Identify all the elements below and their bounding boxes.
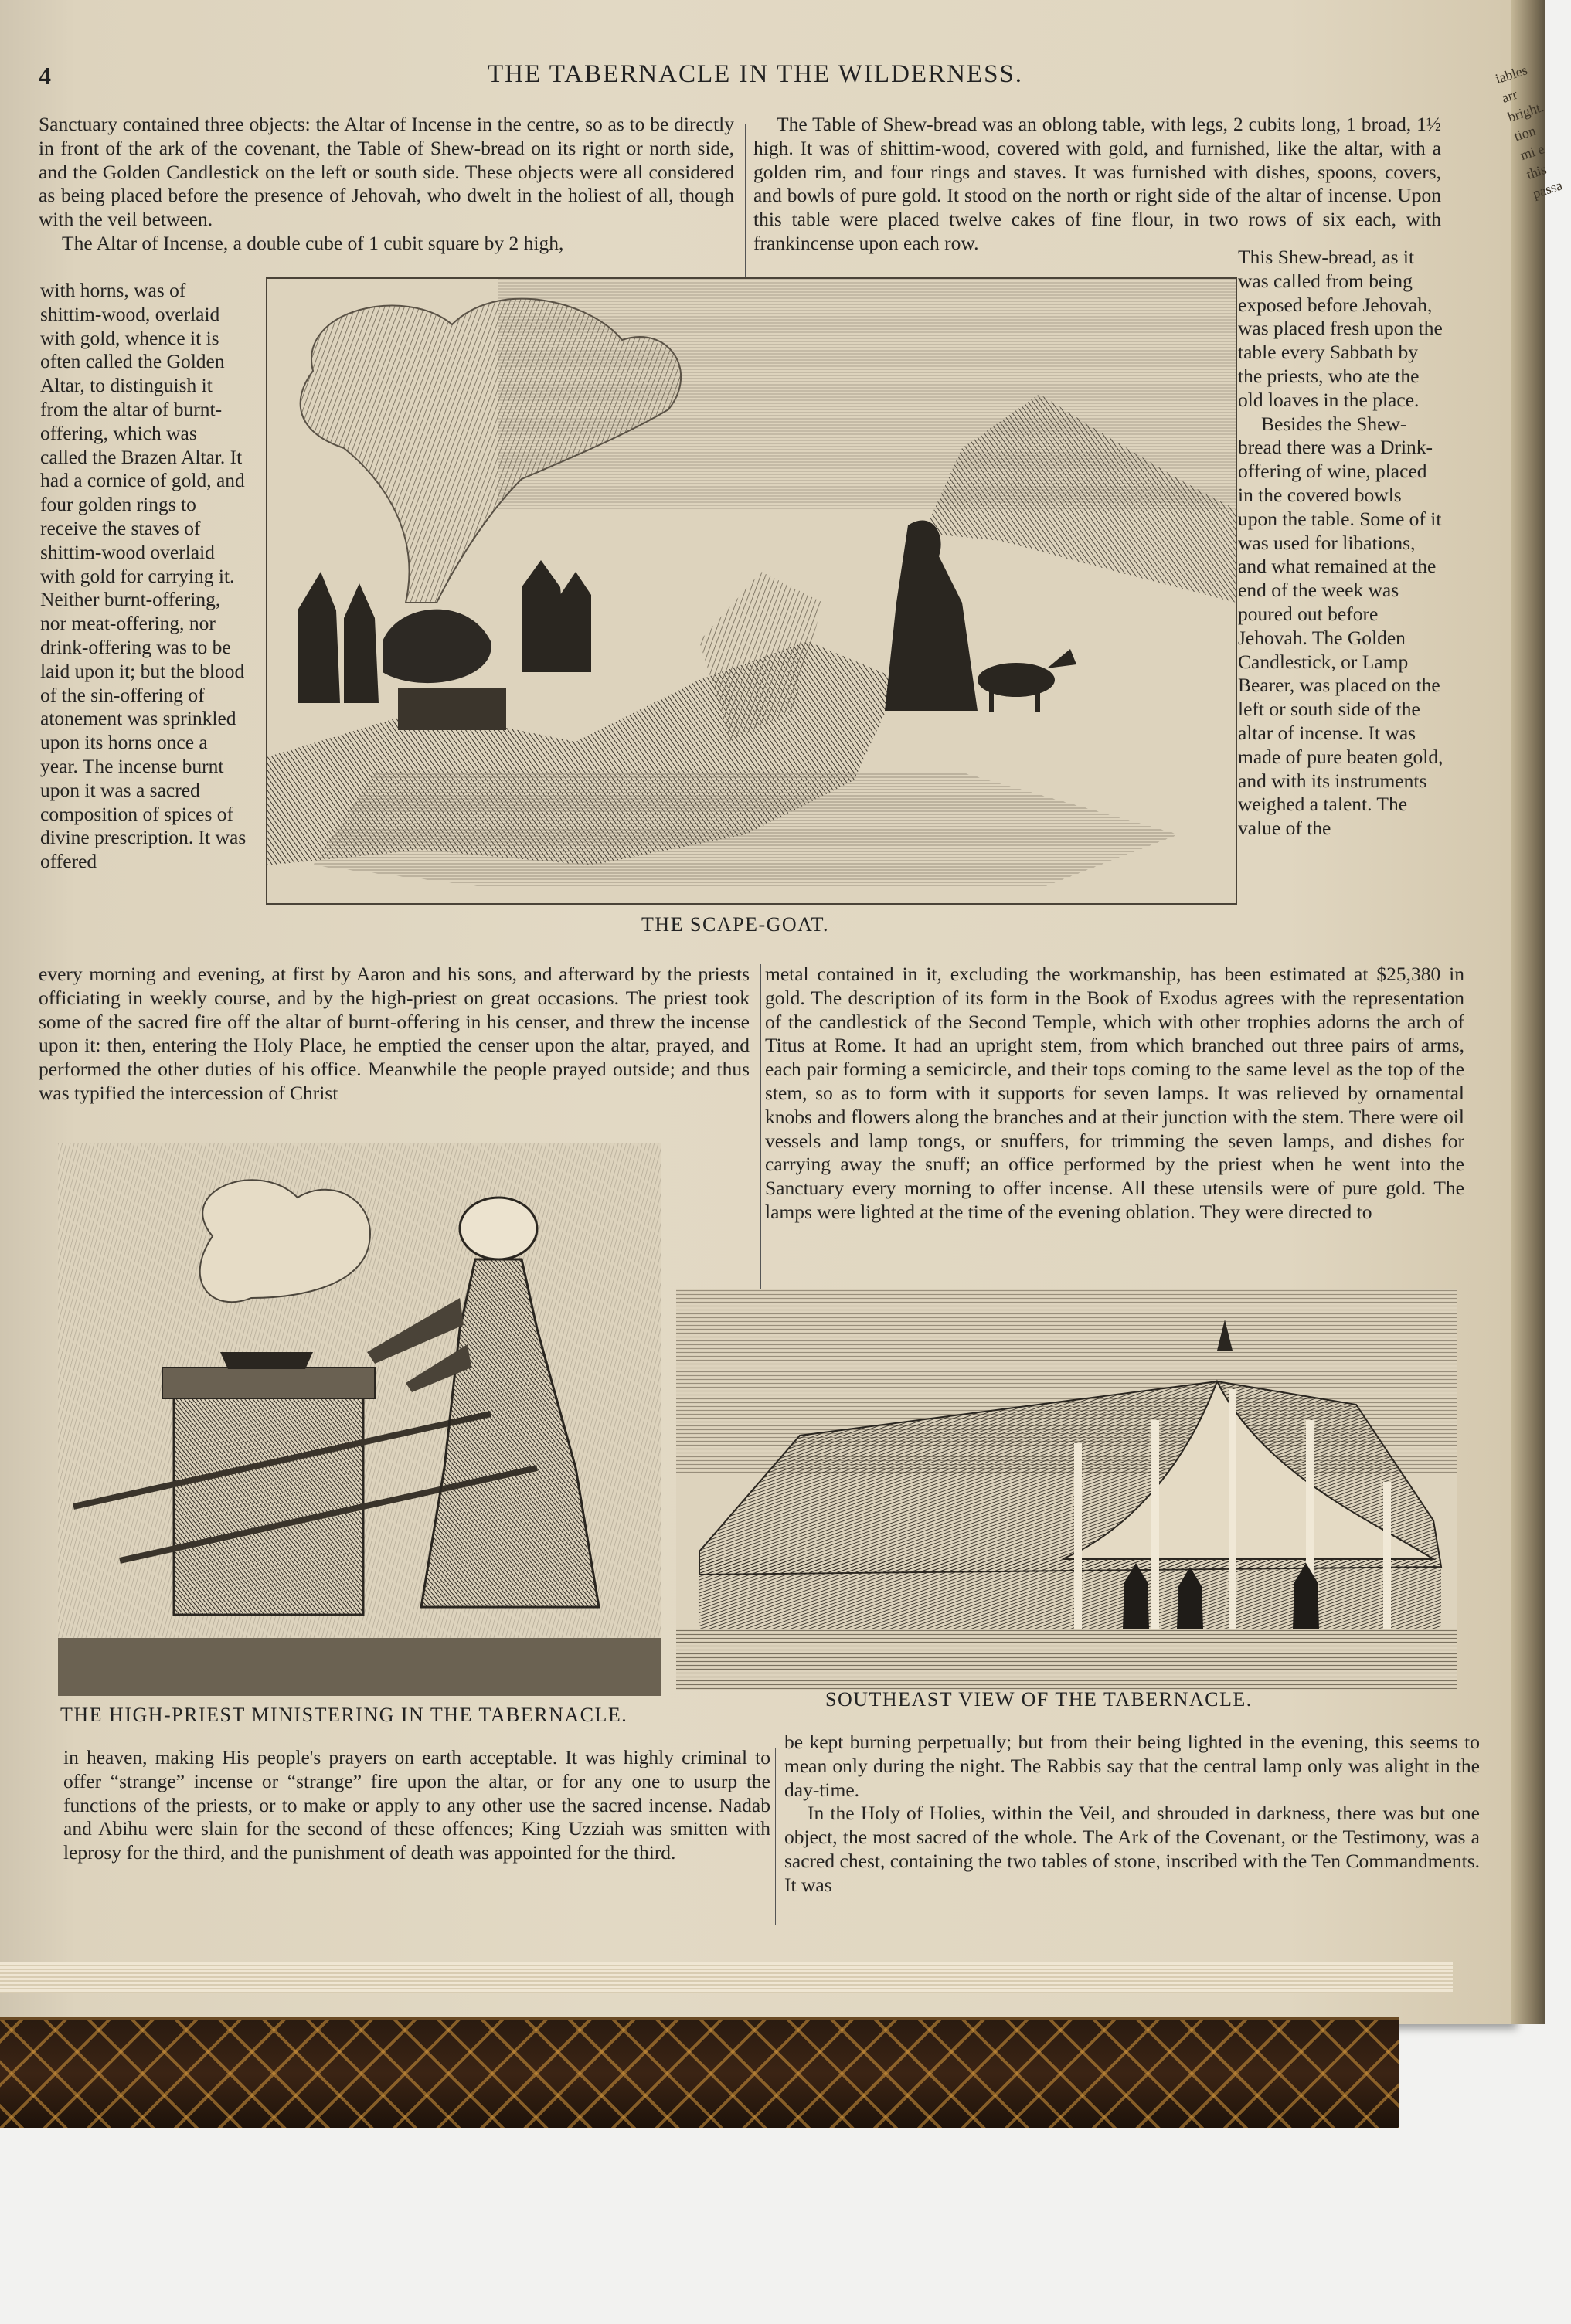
paragraph: The Altar of Incense, a double cube of 1 cubit square by 2 high, bbox=[62, 231, 564, 254]
paragraph: The Table of Shew-bread was an oblong table, with legs, 2 cubits long, 1 broad, 1½ high. It was of shittim-wood, covered with gold, and furnished, like the altar, with a golden rim, and four rings and staves. It was furnished with dishes, spoons, covers, and bowls of pure gold. It stood on the north or right side of the altar of incense. Upon this table were placed twelve cakes of fine flour, in two rows of six each, with frankincense upon each row. bbox=[753, 113, 1441, 254]
caption-high-priest: THE HIGH-PRIEST MINISTERING IN THE TABERNACLE. bbox=[60, 1704, 628, 1726]
running-head: THE TABERNACLE IN THE WILDERNESS. bbox=[487, 60, 1024, 88]
paragraph: in heaven, making His people's prayers on earth acceptable. It was highly criminal to offer “strange” incense or “strange” fire upon the altar, or for any one to usurp the functions of the priests, or to make or apply to any other use the sacred incense. Nadab and Abihu were slain for the second of these offences; King Uzziah was smitten with leprosy for the third, and the punishment of death was appointed for the third. bbox=[63, 1746, 770, 1864]
paragraph: This Shew-bread, as it was called from being exposed before Jehovah, was placed fresh upon the table every Sabbath by the priests, who ate the old loaves in the place. bbox=[1238, 246, 1443, 411]
paragraph: Sanctuary contained three objects: the Altar of Incense in the centre, so as to be directly in front of the ark of the covenant, the Table of Shew-bread on its right or north side, and the Golden Candlestick on the left or south side. These objects were all considered as being placed before the presence of Jehovah, who dwelt in the holiest of all, though with the veil between. bbox=[39, 113, 734, 231]
page-number: 4 bbox=[39, 62, 51, 90]
paragraph: metal contained in it, excluding the workmanship, has been estimated at $25,380 in gold. The description of its form in the Book of Exodus agrees with the representation of the candlestick of the Second Temple, which with other trophies adorns the arch of Titus at Rome. It had an upright stem, from which branched out three pairs of arms, each pair forming a semicircle, and their tops coming to the same level as the top of the stem, so as to form with it supports for seven lamps. It was relieved by ornamental knobs and flowers along the branches and at their junction with the stem. There were oil vessels and lamp tongs, or snuffers, for trimming the seven lamps, and dishes for carrying away the snuff; an office performed by the priest when he went into the Sanctuary every morning to offer incense. All these utensils were of pure gold. The lamps were lighted at the time of the evening oblation. They were directed to bbox=[765, 963, 1464, 1223]
column-rule-middle bbox=[760, 964, 761, 1289]
book-binding bbox=[0, 2017, 1399, 2128]
column-right-bottom bbox=[784, 1731, 1480, 1898]
illustration-high-priest bbox=[58, 1143, 661, 1696]
paragraph: be kept burning perpetually; but from their being lighted in the evening, this seems to mean only during the night. The Rabbis say that the central lamp only was alight in the day-time. bbox=[784, 1731, 1480, 1801]
column-left-bottom bbox=[63, 1746, 770, 1865]
column-left-top bbox=[39, 113, 734, 256]
paragraph: In the Holy of Holies, within the Veil, and shrouded in darkness, there was but one object, the most sacred of the whole. The Ark of the Covenant, or the Testimony, was a sacred chest, containing the two tables of stone, inscribed with the Ten Commandments. It was bbox=[784, 1802, 1480, 1896]
southeast-view-engraving bbox=[676, 1289, 1457, 1690]
column-right-top bbox=[753, 113, 1441, 256]
column-right-narrow bbox=[1238, 246, 1443, 841]
high-priest-engraving bbox=[58, 1143, 661, 1696]
illustration-scape-goat bbox=[267, 278, 1236, 904]
column-right-middle bbox=[765, 963, 1464, 1225]
illustration-southeast-view bbox=[676, 1289, 1457, 1690]
facing-page-edge bbox=[1493, 0, 1565, 2024]
facing-page-text: iables arr bright. tion mi e this passa bbox=[1493, 62, 1565, 202]
caption-southeast-view: SOUTHEAST VIEW OF THE TABERNACLE. bbox=[825, 1688, 1253, 1711]
paragraph: Besides the Shew-bread there was a Drink-offering of wine, placed in the covered bowls upon the table. Some of it was used for libations, and what remained at the end of the week was poured out before Jehovah. The Golden Candlestick, or Lamp Bearer, was placed on the left or south side of the altar of incense. It was made of pure beaten gold, and with its instruments weighed a talent. The value of the bbox=[1238, 412, 1443, 840]
column-rule-top bbox=[745, 124, 746, 278]
scape-goat-engraving bbox=[267, 278, 1236, 904]
paragraph: every morning and evening, at first by Aaron and his sons, and afterward by the priests officiating in weekly course, and by the high-priest on great occasions. The priest took some of the sacred fire off the altar of burnt-offering in his censer, and threw the incense upon it: then, entering the Holy Place, he emptied the censer upon the altar, prayed, and performed the other duties of his office. Meanwhile the people prayed outside; and thus was typified the intercession of Christ bbox=[39, 963, 750, 1104]
column-rule-bottom bbox=[775, 1748, 776, 1925]
column-left-narrow bbox=[40, 279, 249, 874]
paragraph: with horns, was of shittim-wood, overlaid with gold, whence it is often called the Golden Altar, to distinguish it from the altar of burnt-offering, which was called the Brazen Altar. It had a cornice of gold, and four golden rings to receive the staves of shittim-wood overlaid with gold for carrying it. Neither burnt-offering, nor meat-offering, nor drink-offering was to be laid upon it; but the blood of the sin-offering of atonement was sprinkled upon its horns once a year. The incense burnt upon it was a sacred composition of spices of divine prescription. It was offered bbox=[40, 279, 247, 873]
page-edges bbox=[0, 1962, 1453, 1993]
caption-scape-goat: THE SCAPE-GOAT. bbox=[641, 913, 830, 936]
column-left-middle bbox=[39, 963, 750, 1106]
